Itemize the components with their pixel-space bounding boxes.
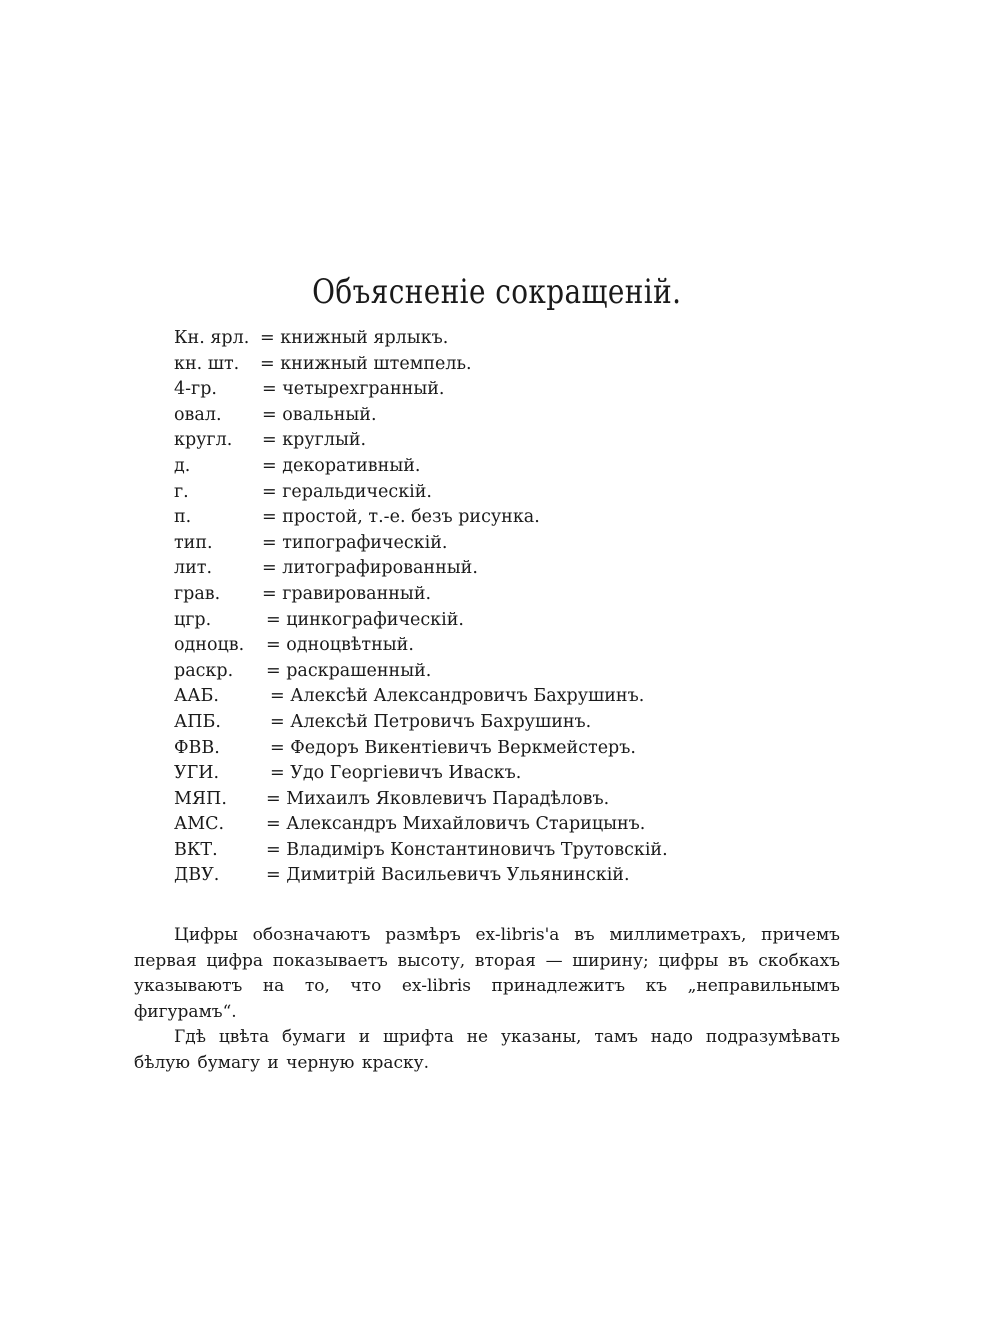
abbreviation-row [174,556,794,582]
abbreviation-term: раскр. [174,660,234,681]
abbreviation-row [174,838,794,864]
abbreviation-row [174,403,794,429]
abbreviation-row [174,428,794,454]
abbreviation-term: 4-гр. [174,379,217,400]
abbreviation-row [174,863,794,889]
abbreviation-term: овал. [174,404,222,425]
abbreviation-row [174,505,794,531]
abbreviation-list [174,326,794,889]
abbreviation-definition: = декоративный. [262,455,421,476]
abbreviation-row [174,352,794,378]
abbreviation-row [174,582,794,608]
abbreviation-definition: = Алексѣй Александровичъ Бахрушинъ. [270,686,645,707]
page-title: Объясненіе сокращеній. [312,272,682,312]
abbreviation-row [174,787,794,813]
abbreviation-definition: = четырехгранный. [262,379,445,400]
abbreviation-term: одноцв. [174,635,245,656]
abbreviation-definition: = одноцвѣтный. [266,635,414,656]
abbreviation-definition: = Федоръ Викентіевичъ Веркмейстеръ. [270,737,636,758]
abbreviation-definition: = книжный ярлыкъ. [260,328,449,348]
abbreviation-definition: = гравированный. [262,583,432,604]
abbreviation-definition: = типографическій. [262,532,448,553]
abbreviation-term: АМС. [174,814,225,835]
abbreviation-term: МЯП. [174,788,227,809]
abbreviation-definition: = овальный. [262,404,377,425]
abbreviation-term: цгр. [174,609,212,630]
abbreviation-definition: = Михаилъ Яковлевичъ Парадѣловъ. [266,788,610,809]
abbreviation-row [174,761,794,787]
abbreviation-definition: = геральдическій. [262,481,432,502]
abbreviation-term: г. [174,481,189,502]
explanatory-paragraph: Цифры обозначаютъ размѣръ ex-libris'a въ миллиметрахъ, причемъ первая цифра показываетъ высоту, вторая — ширину; цифры въ скобкахъ указываютъ на то, что ex-libris принадлежитъ къ „неправильнымъ фигурамъ“. [134,925,840,1022]
abbreviation-definition: = Алексѣй Петровичъ Бахрушинъ. [270,711,592,732]
explanatory-paragraph: Гдѣ цвѣта бумаги и шрифта не указаны, тамъ надо подразумѣвать бѣлую бумагу и черную краску. [134,1027,840,1073]
abbreviation-definition: = цинкографическій. [266,609,464,630]
abbreviation-row [174,633,794,659]
abbreviation-term: тип. [174,532,213,553]
abbreviation-term: п. [174,507,192,528]
abbreviation-definition: = Удо Георгіевичъ Иваскъ. [270,763,522,784]
abbreviation-term: д. [174,455,191,476]
abbreviation-definition: = Александръ Михайловичъ Старицынъ. [266,814,646,835]
abbreviation-term: АПБ. [174,711,221,732]
abbreviation-term: кругл. [174,430,233,451]
abbreviation-definition: = Димитрій Васильевичъ Ульянинскій. [266,865,630,886]
abbreviation-term: ДВУ. [174,865,220,886]
abbreviation-term: Кн. ярл. [174,328,250,348]
abbreviation-term: УГИ. [174,763,220,784]
abbreviation-definition: = литографированный. [262,558,478,579]
abbreviation-definition: = простой, т.-е. безъ рисунка. [262,507,540,528]
abbreviation-definition: = Владиміръ Константиновичъ Трутовскій. [266,839,668,860]
abbreviation-row [174,684,794,710]
abbreviation-row [174,736,794,762]
abbreviation-row [174,812,794,838]
abbreviation-definition: = круглый. [262,430,367,451]
abbreviation-row [174,326,794,352]
abbreviation-term: ААБ. [174,686,219,707]
abbreviation-term: лит. [174,558,213,579]
abbreviation-term: кн. шт. [174,353,240,374]
abbreviation-row [174,454,794,480]
abbreviation-row [174,710,794,736]
abbreviation-definition: = раскрашенный. [266,660,432,681]
abbreviation-row [174,531,794,557]
abbreviation-term: грав. [174,583,221,604]
abbreviation-row [174,377,794,403]
abbreviation-row [174,480,794,506]
abbreviation-row [174,659,794,685]
abbreviation-term: ВКТ. [174,839,218,860]
abbreviation-row [174,608,794,634]
abbreviation-term: ФВВ. [174,737,220,758]
abbreviation-definition: = книжный штемпель. [260,353,472,374]
